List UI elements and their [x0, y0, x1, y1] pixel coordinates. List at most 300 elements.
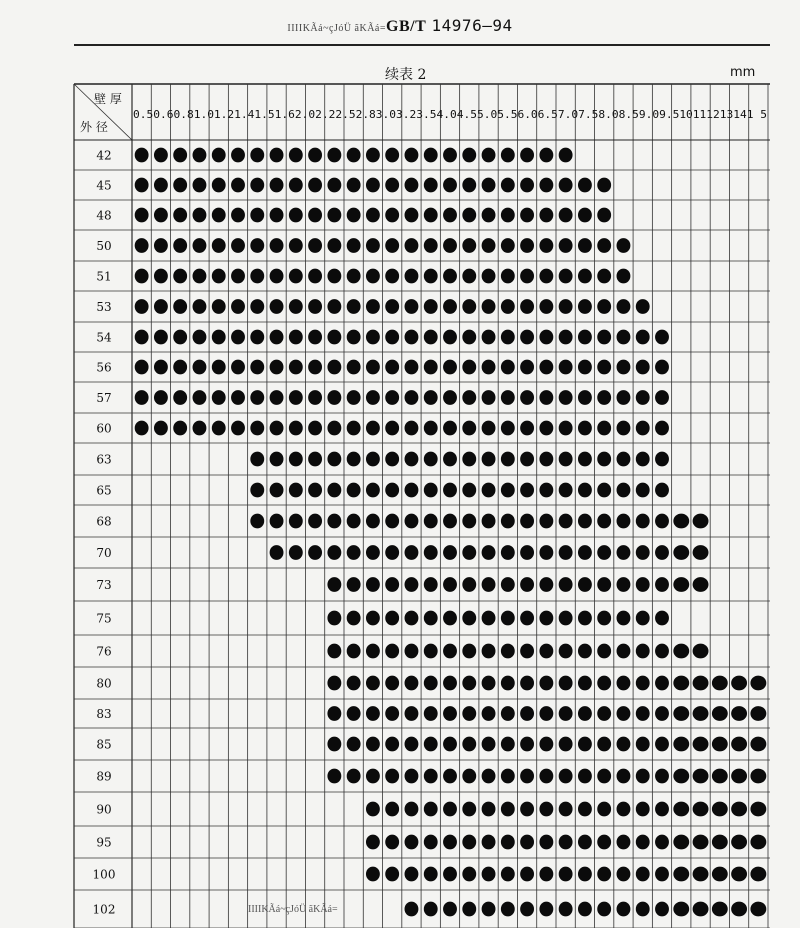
availability-dot: [617, 706, 631, 721]
availability-dot: [405, 330, 419, 345]
availability-dot: [482, 421, 496, 436]
availability-dot: [578, 706, 592, 721]
availability-dot: [597, 545, 611, 560]
availability-dot: [578, 360, 592, 375]
availability-dot: [366, 676, 380, 691]
availability-dot: [308, 545, 322, 560]
availability-dot: [424, 390, 438, 405]
availability-dot: [173, 299, 187, 314]
availability-dot: [539, 577, 553, 592]
availability-dot: [462, 611, 476, 626]
availability-dot: [462, 577, 476, 592]
availability-dot: [539, 802, 553, 817]
availability-dot: [327, 269, 341, 284]
od-label-45: 45: [96, 178, 112, 193]
availability-dot: [366, 577, 380, 592]
availability-dot: [539, 452, 553, 467]
availability-dot: [270, 483, 284, 498]
availability-dot: [617, 360, 631, 375]
availability-dot: [212, 148, 226, 163]
availability-dot: [462, 330, 476, 345]
availability-dot: [135, 148, 149, 163]
availability-dot: [597, 421, 611, 436]
availability-dot: [539, 330, 553, 345]
availability-dot: [270, 148, 284, 163]
availability-dot: [578, 269, 592, 284]
availability-dot: [578, 238, 592, 253]
availability-dot: [617, 299, 631, 314]
availability-dot: [154, 148, 168, 163]
availability-dot: [559, 330, 573, 345]
availability-dot: [443, 148, 457, 163]
availability-dot: [405, 577, 419, 592]
availability-dot: [424, 360, 438, 375]
availability-dot: [636, 867, 650, 882]
availability-dot: [520, 902, 534, 917]
availability-dot: [597, 208, 611, 223]
availability-dot: [655, 644, 669, 659]
availability-dot: [597, 676, 611, 691]
availability-dot: [462, 269, 476, 284]
availability-dot: [578, 514, 592, 529]
availability-dot: [443, 577, 457, 592]
availability-dot: [655, 452, 669, 467]
availability-dot: [231, 421, 245, 436]
availability-dot: [712, 706, 728, 721]
availability-dot: [347, 644, 361, 659]
availability-dot: [212, 238, 226, 253]
availability-dot: [539, 514, 553, 529]
availability-dot: [193, 299, 207, 314]
availability-dot: [578, 611, 592, 626]
availability-dot: [617, 330, 631, 345]
availability-dot: [501, 421, 515, 436]
availability-dot: [482, 360, 496, 375]
availability-dot: [520, 238, 534, 253]
availability-dot: [482, 148, 496, 163]
availability-dot: [212, 360, 226, 375]
availability-dot: [308, 208, 322, 223]
availability-dot: [289, 299, 303, 314]
availability-dot: [750, 867, 766, 882]
availability-dot: [559, 802, 573, 817]
availability-dot: [712, 769, 728, 784]
availability-dot: [539, 208, 553, 223]
availability-dot: [154, 208, 168, 223]
availability-dot: [655, 737, 669, 752]
availability-dot: [482, 769, 496, 784]
availability-dot: [731, 835, 747, 850]
availability-dot: [443, 390, 457, 405]
availability-dot: [655, 577, 669, 592]
availability-dot: [366, 802, 380, 817]
availability-dot: [385, 835, 399, 850]
availability-dot: [559, 769, 573, 784]
availability-dot: [559, 208, 573, 223]
availability-dot: [405, 299, 419, 314]
availability-dot: [482, 452, 496, 467]
availability-dot: [539, 737, 553, 752]
od-label-60: 60: [96, 421, 112, 436]
availability-dot: [135, 238, 149, 253]
availability-dot: [597, 483, 611, 498]
availability-dot: [424, 737, 438, 752]
availability-dot: [501, 902, 515, 917]
availability-dot: [443, 902, 457, 917]
availability-dot: [385, 299, 399, 314]
availability-dot: [135, 390, 149, 405]
availability-dot: [135, 208, 149, 223]
availability-dot: [327, 208, 341, 223]
availability-dot: [405, 902, 419, 917]
availability-dot: [520, 148, 534, 163]
availability-dot: [462, 452, 476, 467]
availability-dot: [173, 269, 187, 284]
availability-dot: [559, 867, 573, 882]
od-label-68: 68: [96, 514, 112, 529]
availability-dot: [578, 644, 592, 659]
availability-dot: [693, 514, 709, 529]
availability-dot: [347, 545, 361, 560]
availability-dot: [347, 769, 361, 784]
availability-dot: [462, 545, 476, 560]
availability-dot: [539, 644, 553, 659]
od-label-56: 56: [96, 360, 112, 375]
availability-dot: [520, 421, 534, 436]
availability-dot: [617, 737, 631, 752]
availability-dot: [636, 676, 650, 691]
availability-dot: [424, 421, 438, 436]
availability-dot: [636, 802, 650, 817]
availability-dot: [578, 178, 592, 193]
availability-dot: [636, 769, 650, 784]
availability-dot: [559, 483, 573, 498]
availability-dot: [231, 330, 245, 345]
availability-dot: [347, 299, 361, 314]
availability-dot: [250, 452, 264, 467]
availability-dot: [501, 178, 515, 193]
availability-dot: [405, 269, 419, 284]
availability-dot: [597, 835, 611, 850]
availability-dot: [385, 545, 399, 560]
availability-dot: [289, 514, 303, 529]
availability-dot: [405, 208, 419, 223]
availability-dot: [655, 902, 669, 917]
availability-dot: [289, 238, 303, 253]
availability-dot: [270, 390, 284, 405]
availability-dot: [366, 611, 380, 626]
availability-dot: [385, 676, 399, 691]
availability-dot: [154, 269, 168, 284]
availability-dot: [405, 483, 419, 498]
availability-dot: [578, 902, 592, 917]
availability-dot: [424, 867, 438, 882]
availability-dot: [443, 483, 457, 498]
availability-dot: [366, 514, 380, 529]
availability-dot: [597, 737, 611, 752]
availability-dot: [655, 802, 669, 817]
availability-dot: [270, 238, 284, 253]
availability-dot: [693, 769, 709, 784]
availability-dot: [250, 421, 264, 436]
availability-dot: [347, 330, 361, 345]
availability-dot: [289, 178, 303, 193]
availability-dot: [520, 769, 534, 784]
availability-dot: [501, 299, 515, 314]
availability-dot: [520, 706, 534, 721]
availability-dot: [289, 452, 303, 467]
availability-dot: [366, 452, 380, 467]
availability-dot: [443, 769, 457, 784]
availability-dot: [193, 390, 207, 405]
header-prefix: ΙΙΙΙΚÃá~çJóÜ ãKÃá=: [287, 23, 387, 34]
availability-dot: [366, 178, 380, 193]
od-label-95: 95: [96, 835, 112, 850]
availability-dot: [501, 802, 515, 817]
availability-dot: [520, 835, 534, 850]
availability-dot: [385, 802, 399, 817]
availability-dot: [154, 238, 168, 253]
availability-dot: [193, 421, 207, 436]
availability-dot: [636, 360, 650, 375]
availability-dot: [385, 360, 399, 375]
availability-dot: [655, 514, 669, 529]
availability-dot: [636, 577, 650, 592]
availability-dot: [712, 737, 728, 752]
availability-dot: [250, 269, 264, 284]
availability-dot: [385, 514, 399, 529]
availability-dot: [347, 483, 361, 498]
availability-dot: [327, 577, 341, 592]
availability-dot: [443, 644, 457, 659]
availability-dot: [482, 514, 496, 529]
availability-dot: [462, 867, 476, 882]
availability-dot: [231, 299, 245, 314]
availability-dot: [539, 299, 553, 314]
availability-dot: [405, 360, 419, 375]
availability-dot: [154, 390, 168, 405]
availability-dot: [673, 802, 689, 817]
availability-dot: [482, 178, 496, 193]
corner-label-diameter: 外 径: [80, 120, 108, 134]
availability-dot: [443, 178, 457, 193]
availability-dot: [578, 802, 592, 817]
availability-dot: [578, 452, 592, 467]
availability-dot: [617, 577, 631, 592]
availability-dot: [617, 269, 631, 284]
availability-dot: [597, 577, 611, 592]
availability-dot: [154, 178, 168, 193]
availability-dot: [212, 178, 226, 193]
availability-dot: [289, 208, 303, 223]
availability-dot: [135, 421, 149, 436]
availability-dot: [366, 545, 380, 560]
availability-dot: [559, 178, 573, 193]
availability-dot: [231, 390, 245, 405]
availability-dot: [578, 835, 592, 850]
availability-dot: [443, 299, 457, 314]
availability-dot: [462, 902, 476, 917]
availability-dot: [424, 299, 438, 314]
availability-dot: [462, 769, 476, 784]
availability-dot: [636, 452, 650, 467]
availability-dot: [559, 299, 573, 314]
availability-dot: [597, 360, 611, 375]
availability-dot: [539, 902, 553, 917]
availability-dot: [731, 769, 747, 784]
availability-dot: [231, 360, 245, 375]
availability-dot: [655, 483, 669, 498]
availability-dot: [347, 360, 361, 375]
availability-dot: [347, 178, 361, 193]
availability-dot: [289, 421, 303, 436]
availability-dot: [347, 676, 361, 691]
availability-dot: [501, 545, 515, 560]
availability-dot: [347, 390, 361, 405]
availability-dot: [462, 483, 476, 498]
availability-dot: [135, 330, 149, 345]
availability-dot: [308, 269, 322, 284]
availability-dot: [327, 238, 341, 253]
availability-dot: [308, 421, 322, 436]
od-label-100: 100: [92, 867, 116, 882]
availability-dot: [731, 802, 747, 817]
availability-dot: [385, 706, 399, 721]
availability-dot: [250, 299, 264, 314]
availability-dot: [462, 390, 476, 405]
availability-dot: [482, 737, 496, 752]
availability-dot: [250, 148, 264, 163]
availability-dot: [673, 835, 689, 850]
availability-dot: [597, 330, 611, 345]
availability-dot: [520, 644, 534, 659]
availability-dot: [270, 269, 284, 284]
availability-dot: [597, 802, 611, 817]
availability-dot: [405, 178, 419, 193]
availability-dot: [289, 390, 303, 405]
availability-dot: [617, 867, 631, 882]
availability-dot: [405, 737, 419, 752]
availability-dot: [578, 676, 592, 691]
availability-dot: [366, 769, 380, 784]
availability-dot: [578, 769, 592, 784]
availability-dot: [405, 769, 419, 784]
availability-dot: [135, 269, 149, 284]
availability-dot: [347, 577, 361, 592]
availability-dot: [520, 299, 534, 314]
od-label-76: 76: [96, 644, 112, 659]
availability-dot: [673, 514, 689, 529]
availability-dot: [327, 148, 341, 163]
availability-dot: [385, 737, 399, 752]
availability-dot: [673, 545, 689, 560]
availability-dot: [559, 706, 573, 721]
availability-dot: [327, 452, 341, 467]
availability-dot: [405, 611, 419, 626]
availability-dot: [424, 269, 438, 284]
availability-dot: [443, 514, 457, 529]
availability-dot: [308, 483, 322, 498]
availability-dot: [750, 737, 766, 752]
availability-dot: [366, 148, 380, 163]
availability-dot: [424, 706, 438, 721]
availability-dot: [366, 238, 380, 253]
availability-dot: [212, 330, 226, 345]
availability-dot: [193, 238, 207, 253]
availability-dot: [520, 577, 534, 592]
availability-dot: [520, 360, 534, 375]
availability-dot: [424, 208, 438, 223]
availability-dot: [250, 208, 264, 223]
availability-dot: [539, 178, 553, 193]
availability-dot: [462, 676, 476, 691]
availability-dot: [693, 706, 709, 721]
availability-dot: [597, 299, 611, 314]
availability-dot: [539, 611, 553, 626]
availability-dot: [520, 330, 534, 345]
availability-dot: [539, 706, 553, 721]
availability-dot: [135, 178, 149, 193]
availability-dot: [424, 644, 438, 659]
availability-dot: [154, 299, 168, 314]
availability-dot: [617, 421, 631, 436]
availability-dot: [366, 208, 380, 223]
availability-dot: [482, 577, 496, 592]
availability-dot: [327, 769, 341, 784]
od-label-50: 50: [96, 239, 112, 253]
availability-dot: [636, 737, 650, 752]
availability-dot: [693, 737, 709, 752]
availability-dot: [673, 867, 689, 882]
od-label-73: 73: [96, 578, 112, 592]
availability-dot: [712, 902, 728, 917]
availability-dot: [731, 706, 747, 721]
od-label-85: 85: [96, 737, 112, 752]
availability-dot: [559, 452, 573, 467]
availability-dot: [385, 611, 399, 626]
availability-dot: [482, 802, 496, 817]
availability-dot: [693, 644, 709, 659]
availability-dot: [231, 178, 245, 193]
availability-dot: [366, 483, 380, 498]
availability-dot: [424, 545, 438, 560]
availability-dot: [462, 802, 476, 817]
availability-dot: [559, 390, 573, 405]
availability-dot: [520, 269, 534, 284]
availability-dot: [250, 483, 264, 498]
availability-dot: [693, 902, 709, 917]
availability-dot: [482, 902, 496, 917]
availability-dot: [559, 514, 573, 529]
availability-dot: [520, 390, 534, 405]
availability-dot: [462, 737, 476, 752]
availability-dot: [539, 769, 553, 784]
availability-dot: [578, 737, 592, 752]
availability-dot: [231, 208, 245, 223]
availability-dot: [750, 769, 766, 784]
availability-dot: [250, 360, 264, 375]
availability-dot: [693, 577, 709, 592]
availability-dot: [347, 737, 361, 752]
availability-dot: [539, 238, 553, 253]
availability-dot: [655, 867, 669, 882]
availability-dot: [636, 299, 650, 314]
availability-dot: [193, 360, 207, 375]
availability-dot: [655, 545, 669, 560]
availability-dot: [501, 737, 515, 752]
availability-dot: [385, 577, 399, 592]
availability-dot: [405, 644, 419, 659]
